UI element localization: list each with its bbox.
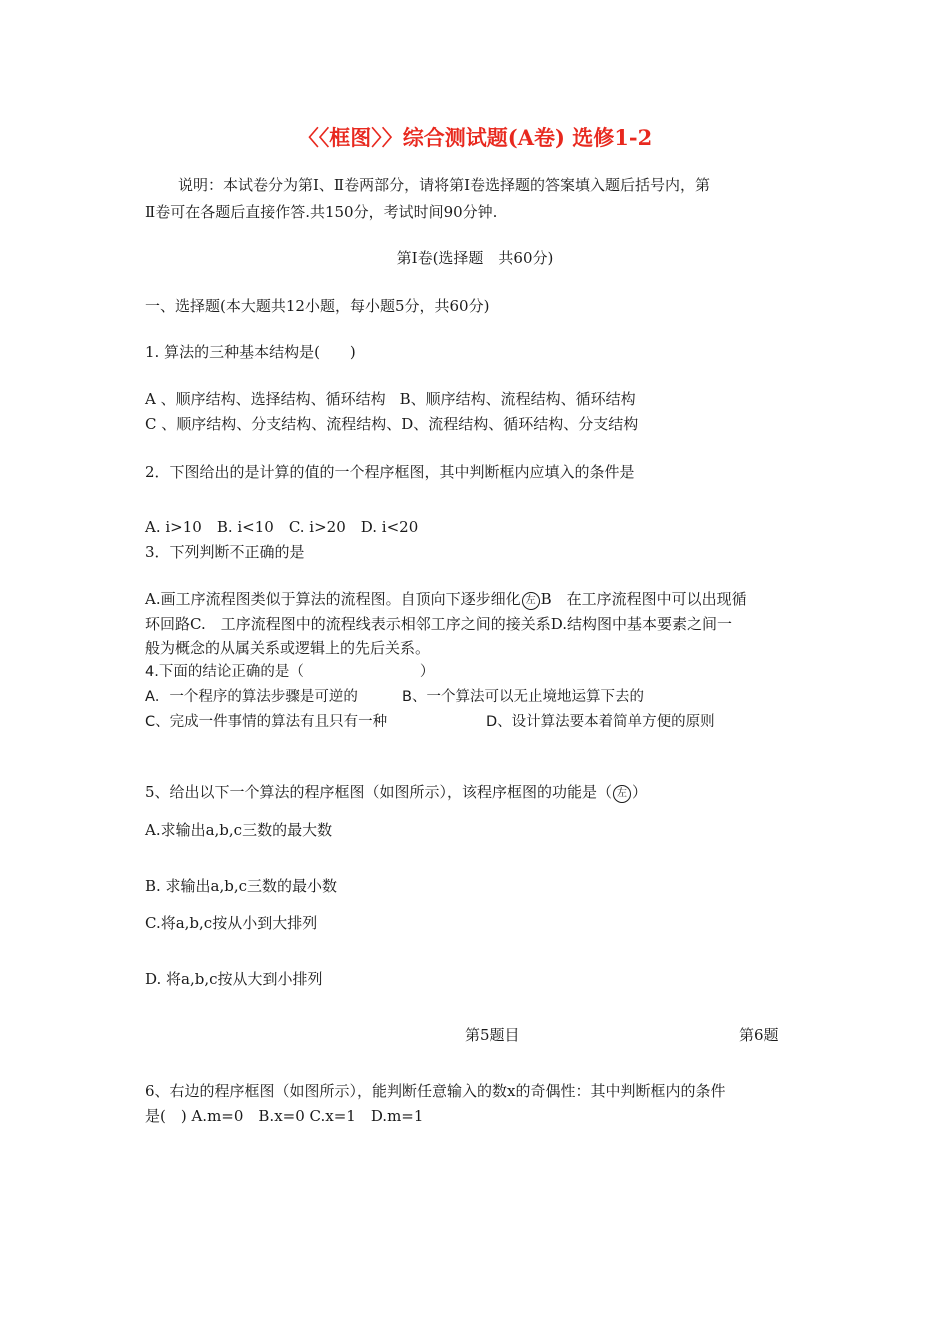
q4-option-a: A．一个程序的算法步骤是可逆的 (145, 689, 358, 705)
q4-option-b: B、一个算法可以无止境地运算下去的 (402, 689, 644, 705)
q5-stem-a: 5、给出以下一个算法的程序框图（如图所示），该程序框图的功能是（ (145, 783, 613, 801)
q5-stem (145, 782, 647, 803)
q3-stem: 3．下列判断不正确的是 (145, 543, 305, 561)
intro-line-1: 说明：本试卷分为第Ⅰ、Ⅱ卷两部分，请将第Ⅰ卷选择题的答案填入题后括号内，第 (178, 176, 711, 194)
intro-line-2: Ⅱ卷可在各题后直接作答.共150分，考试时间90分钟. (145, 203, 498, 221)
q4-option-d: D、设计算法要本着简单方便的原则 (486, 714, 715, 730)
q1-option-d: D、流程结构、循环结构、分支结构 (401, 415, 639, 433)
q3-body-a: A.画工序流程图类似于算法的流程图。自顶向下逐步细化 (145, 590, 521, 608)
q1-stem: 1. 算法的三种基本结构是( ) (145, 343, 356, 361)
q6-line-1: 6、右边的程序框图（如图所示），能判断任意输入的数x的奇偶性：其中判断框内的条件 (145, 1082, 726, 1100)
q4-options-row-2 (145, 712, 715, 732)
q4-stem: 4.下面的结论正确的是（ ） (145, 664, 435, 680)
part1-heading: 第Ⅰ卷(选择题 共60分) (396, 249, 554, 267)
q3-body-line-3: 般为概念的从属关系或逻辑上的先后关系。 (145, 639, 431, 657)
q1-options-row-2 (145, 414, 638, 434)
q1-option-a: A 、顺序结构、选择结构、循环结构 (145, 390, 386, 408)
q5-option-d: D. 将a,b,c按从大到小排列 (145, 970, 323, 988)
circled-char-icon: 左 (522, 592, 540, 610)
q5-option-b: B. 求输出a,b,c三数的最小数 (145, 877, 338, 895)
q5-option-a: A.求输出a,b,c三数的最大数 (145, 821, 333, 839)
section1-heading: 一、选择题(本大题共12小题，每小题5分，共60分) (145, 297, 490, 315)
q4-options-row-1 (145, 687, 644, 707)
q5-option-c: C.将a,b,c按从小到大排列 (145, 914, 318, 932)
q3-body-line-2: 环回路C. 工序流程图中的流程线表示相邻工序之间的接关系D.结构图中基本要素之间一 (145, 615, 732, 633)
q3-body-line-1 (145, 589, 747, 610)
q1-option-b: B、顺序结构、流程结构、循环结构 (399, 390, 636, 408)
figure-caption-6: 第6题 (739, 1026, 779, 1044)
q1-option-c: C 、顺序结构、分支结构、流程结构、 (145, 415, 402, 433)
document-title: 〈〈框图〉〉综合测试题(A卷) 选修1-2 (297, 125, 653, 150)
q3-body-b: B 在工序流程图中可以出现循 (540, 590, 747, 608)
q2-options: A. i>10 B. i<10 C. i>20 D. i<20 (145, 518, 419, 536)
circled-char-icon: 左 (613, 785, 631, 803)
figure-caption-5: 第5题目 (465, 1026, 520, 1044)
q5-stem-b: ） (632, 783, 648, 801)
q6-line-2: 是( ) A.m=0 B.x=0 C.x=1 D.m=1 (145, 1107, 424, 1125)
q2-stem: 2．下图给出的是计算的值的一个程序框图，其中判断框内应填入的条件是 (145, 463, 635, 481)
q4-option-c: C、完成一件事情的算法有且只有一种 (145, 714, 388, 730)
q1-options-row-1 (145, 389, 636, 409)
